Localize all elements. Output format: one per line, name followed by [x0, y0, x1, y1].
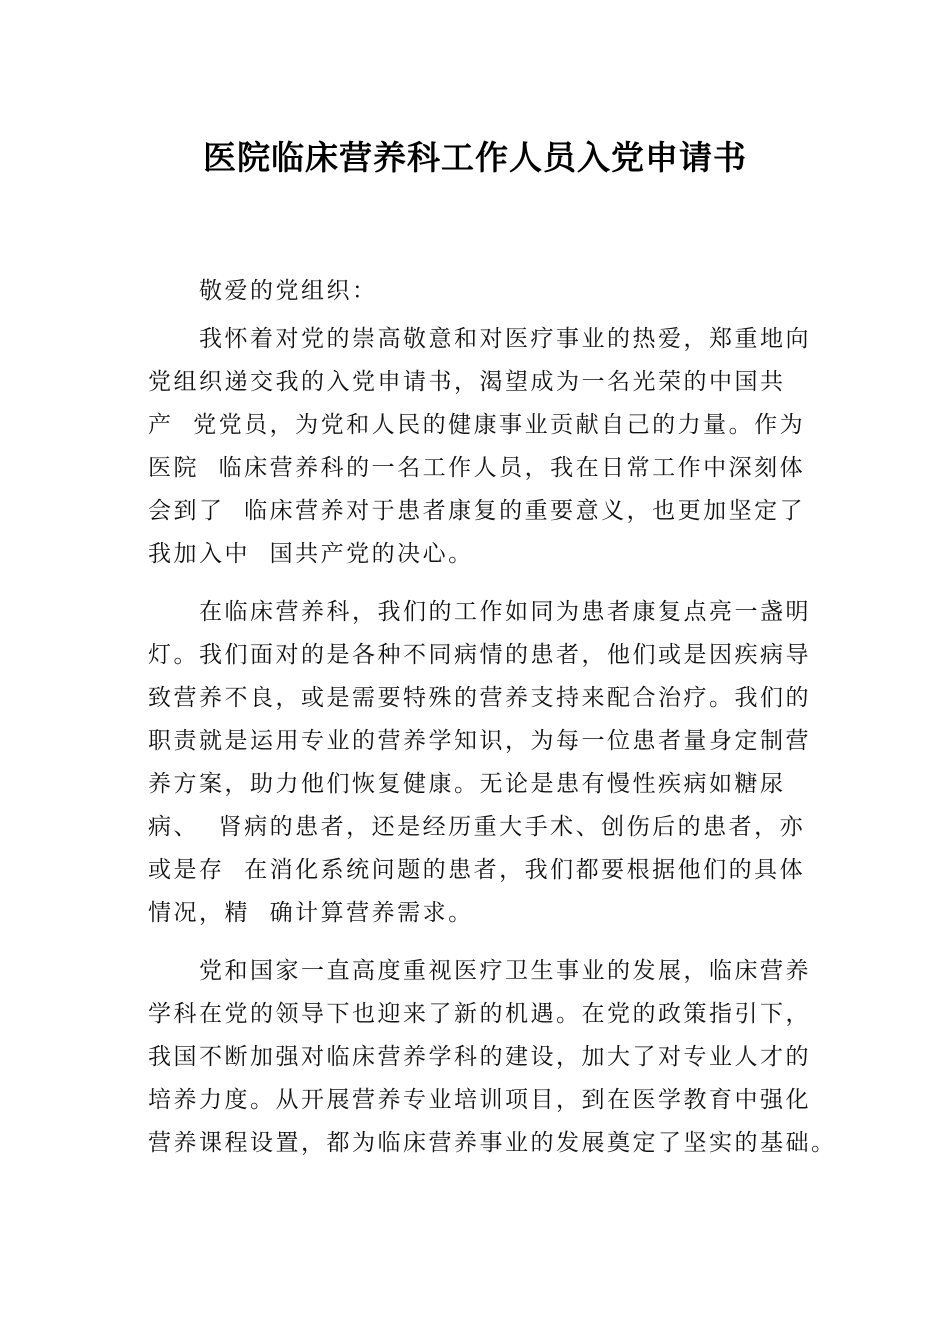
paragraph-line: 在临床营养科，我们的工作如同为患者康复点亮一盏明: [199, 599, 811, 625]
paragraph-line: 养方案，助力他们恢复健康。无论是患有慢性疾病如糖尿: [148, 771, 786, 797]
paragraph-line: 我加入中 国共产党的决心。: [148, 541, 474, 567]
paragraph-line: 情况，精 确计算营养需求。: [148, 900, 474, 926]
paragraph-line: 党组织递交我的入党申请书，渴望成为一名光荣的中国共: [148, 369, 786, 395]
paragraph-line: 培养力度。从开展营养专业培训项目，到在医学教育中强化: [148, 1087, 811, 1113]
document-title: 医院临床营养科工作人员入党申请书: [203, 138, 747, 177]
paragraph-line: 会到了 临床营养对于患者康复的重要意义，也更加坚定了: [148, 498, 806, 524]
paragraph-line: 产 党党员，为党和人民的健康事业贡献自己的力量。作为: [148, 412, 806, 438]
paragraph-line: 灯。我们面对的是各种不同病情的患者，他们或是因疾病导: [148, 642, 811, 668]
paragraph-line: 病、 肾病的患者，还是经历重大手术、创伤后的患者，亦: [148, 814, 806, 840]
paragraph-line: 我怀着对党的崇高敬意和对医疗事业的热爱，郑重地向: [199, 326, 811, 352]
paragraph-line: 营养课程设置，都为临床营养事业的发展奠定了坚实的基础。: [148, 1130, 837, 1156]
paragraph-line: 或是存 在消化系统问题的患者，我们都要根据他们的具体: [148, 857, 806, 883]
paragraph-line: 党和国家一直高度重视医疗卫生事业的发展，临床营养: [199, 958, 811, 984]
paragraph-line: 我国不断加强对临床营养学科的建设，加大了对专业人才的: [148, 1044, 811, 1070]
paragraph-line: 致营养不良，或是需要特殊的营养支持来配合治疗。我们的: [148, 685, 811, 711]
paragraph-line: 医院 临床营养科的一名工作人员，我在日常工作中深刻体: [148, 455, 806, 481]
paragraph-line: 学科在党的领导下也迎来了新的机遇。在党的政策指引下，: [148, 1001, 811, 1027]
paragraph-line: 职责就是运用专业的营养学知识，为每一位患者量身定制营: [148, 728, 811, 754]
salutation: 敬爱的党组织：: [199, 278, 378, 304]
